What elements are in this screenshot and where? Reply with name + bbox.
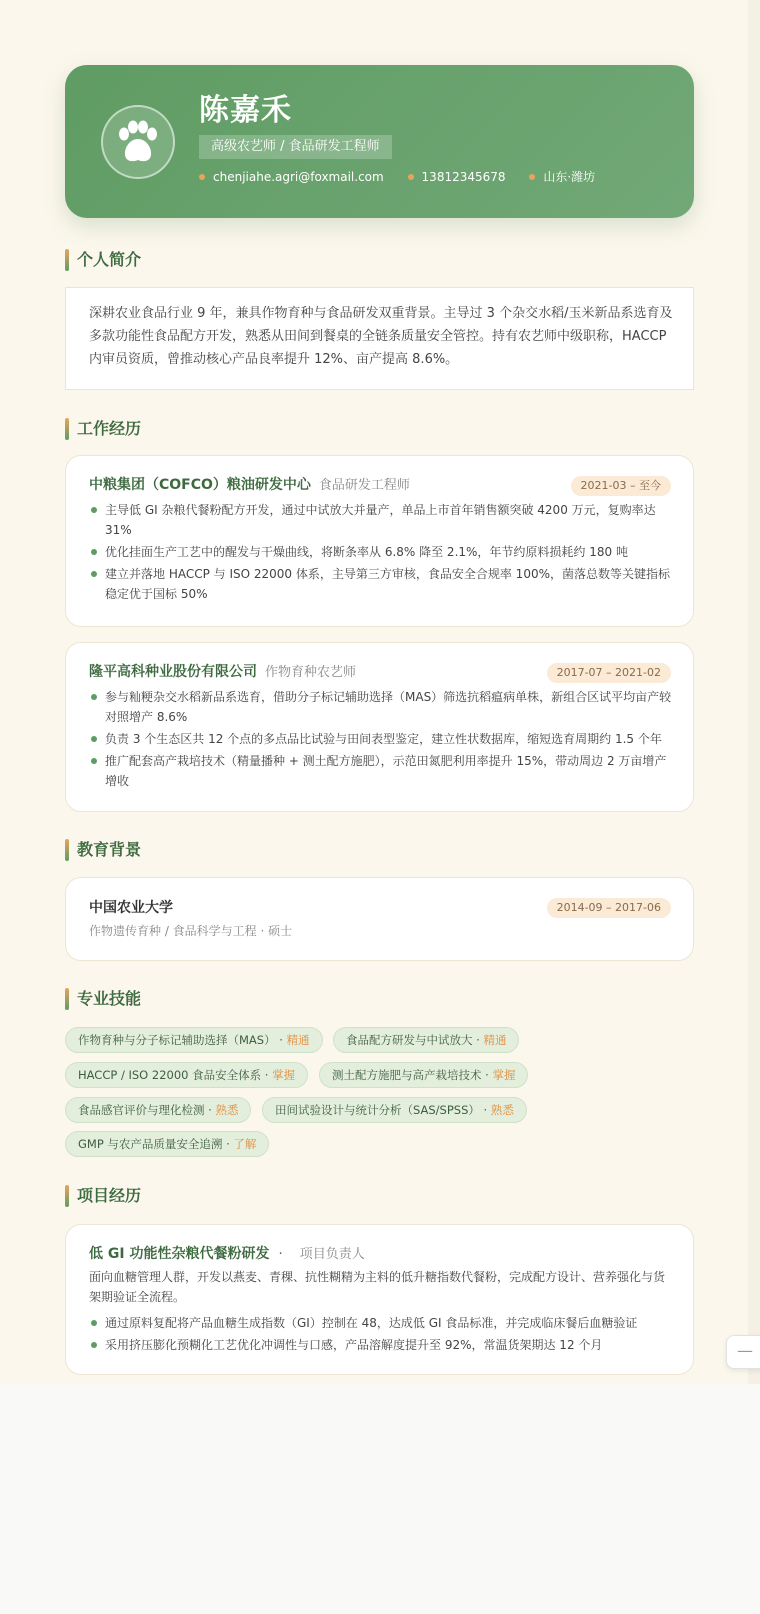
- skill-name: 作物育种与分子标记辅助选择（MAS）: [78, 1033, 276, 1047]
- skill-separator: ·: [472, 1033, 484, 1047]
- project-role: 项目负责人: [299, 1247, 365, 1262]
- avatar: [101, 105, 175, 179]
- skill-name: 田间试验设计与统计分析（SAS/SPSS）: [275, 1103, 480, 1117]
- section-title-work: 工作经历: [65, 418, 141, 440]
- job-bullets: [89, 500, 674, 606]
- skill-level: 了解: [233, 1137, 257, 1151]
- job-header: [89, 474, 410, 496]
- page-edge: [748, 0, 760, 1384]
- skill-separator: ·: [204, 1103, 216, 1117]
- skill-level: 掌握: [272, 1068, 296, 1082]
- company-name: 中粮集团（COFCO）粮油研发中心: [89, 477, 311, 493]
- skill-level: 精通: [286, 1033, 310, 1047]
- skill-separator: ·: [479, 1103, 491, 1117]
- skill-level: 精通: [483, 1033, 507, 1047]
- date-badge: 2014-09 – 2017-06: [547, 898, 671, 918]
- candidate-name: 陈嘉禾: [199, 93, 292, 128]
- skill-name: GMP 与农产品质量安全追溯: [78, 1137, 223, 1151]
- school-name: 中国农业大学: [89, 900, 173, 916]
- company-name: 隆平高科种业股份有限公司: [89, 664, 257, 680]
- project-card: [65, 1224, 694, 1375]
- contact-email[interactable]: [199, 169, 384, 185]
- skill-level: 熟悉: [215, 1103, 239, 1117]
- resume-header: [65, 65, 694, 218]
- skill-tag: [262, 1097, 527, 1123]
- contact-location-text: 山东·潍坊: [543, 170, 596, 184]
- job-card-cofco: [65, 455, 694, 627]
- skill-tag: [319, 1062, 528, 1088]
- skill-tag: [65, 1131, 269, 1157]
- bullet-dot-icon: [529, 174, 535, 180]
- skill-tag: [65, 1027, 323, 1053]
- skill-tag: [65, 1097, 251, 1123]
- list-item: 推广配套高产栽培技术（精量播种 + 测土配方施肥），示范田氮肥利用率提升 15%，带动周边 2 万亩增产增收: [89, 751, 674, 791]
- paw-icon: [103, 107, 173, 177]
- summary-text: 深耕农业食品行业 9 年，兼具作物育种与食品研发双重背景。主导过 3 个杂交水稻/玉米新品系选育及多款功能性食品配方开发，熟悉从田间到餐桌的全链条质量安全管控。持有农艺师中级职称，HACCP 内审员资质，曾推动核心产品良率提升 12%、亩产提高 8.6%。: [89, 306, 673, 367]
- collapse-button[interactable]: —: [726, 1335, 760, 1369]
- skill-level: 掌握: [492, 1068, 516, 1082]
- project-separator: ·: [278, 1247, 283, 1262]
- date-badge: 2021-03 – 至今: [571, 476, 671, 496]
- job-title-badge: 高级农艺师 / 食品研发工程师: [199, 135, 392, 159]
- skill-name: 测土配方施肥与高产栽培技术: [332, 1068, 482, 1082]
- skill-separator: ·: [275, 1033, 287, 1047]
- job-bullets: [89, 687, 674, 793]
- section-title-summary: 个人简介: [65, 249, 141, 271]
- list-item: 建立并落地 HACCP 与 ISO 22000 体系，主导第三方审核，食品安全合规率 100%，菌落总数等关键指标稳定优于国标 50%: [89, 564, 674, 604]
- skill-name: 食品配方研发与中试放大: [346, 1033, 473, 1047]
- job-role: 食品研发工程师: [318, 478, 410, 493]
- bullet-dot-icon: [408, 174, 414, 180]
- contact-list: [199, 169, 615, 185]
- project-header: [89, 1243, 365, 1265]
- education-card: [65, 877, 694, 961]
- project-description: 面向血糖管理人群，开发以燕麦、青稞、抗性糊精为主料的低升糖指数代餐粉，完成配方设计、营养强化与货架期验证全流程。: [89, 1270, 666, 1304]
- summary-card: [65, 287, 694, 390]
- list-item: 主导低 GI 杂粮代餐粉配方开发，通过中试放大并量产，单品上市首年销售额突破 4200 万元，复购率达 31%: [89, 500, 674, 540]
- skill-tag: [333, 1027, 519, 1053]
- bullet-dot-icon: [199, 174, 205, 180]
- list-item: 通过原料复配将产品血糖生成指数（GI）控制在 48，达成低 GI 食品标准，并完成临床餐后血糖验证: [89, 1313, 674, 1333]
- project-bullets: [89, 1313, 674, 1357]
- skill-name: 食品感官评价与理化检测: [78, 1103, 205, 1117]
- skill-tag: [65, 1062, 308, 1088]
- list-item: 采用挤压膨化预糊化工艺优化冲调性与口感，产品溶解度提升至 92%，常温货架期达 12 个月: [89, 1335, 674, 1355]
- skill-separator: ·: [261, 1068, 273, 1082]
- skill-level: 熟悉: [490, 1103, 514, 1117]
- job-role: 作物育种农艺师: [265, 665, 357, 680]
- section-title-skills: 专业技能: [65, 988, 141, 1010]
- job-card-longping: [65, 642, 694, 812]
- contact-location: [529, 169, 595, 185]
- skill-name: HACCP / ISO 22000 食品安全体系: [78, 1068, 262, 1082]
- skill-separator: ·: [222, 1137, 234, 1151]
- section-title-education: 教育背景: [65, 839, 141, 861]
- project-title: 低 GI 功能性杂粮代餐粉研发: [89, 1246, 270, 1262]
- job-header: [89, 661, 356, 683]
- skill-separator: ·: [481, 1068, 493, 1082]
- list-item: 参与籼粳杂交水稻新品系选育，借助分子标记辅助选择（MAS）筛选抗稻瘟病单株，新组合区试平均亩产较对照增产 8.6%: [89, 687, 674, 727]
- list-item: 负责 3 个生态区共 12 个点的多点品比试验与田间表型鉴定，建立性状数据库，缩短选育周期约 1.5 个年: [89, 729, 674, 749]
- date-badge: 2017-07 – 2021-02: [547, 663, 671, 683]
- section-title-projects: 项目经历: [65, 1185, 141, 1207]
- contact-email-text: chenjiahe.agri@foxmail.com: [213, 170, 384, 184]
- list-item: 优化挂面生产工艺中的醒发与干燥曲线，将断条率从 6.8% 降至 2.1%，年节约原料损耗约 180 吨: [89, 542, 674, 562]
- contact-phone-text: 13812345678: [421, 170, 506, 184]
- contact-phone[interactable]: [408, 169, 506, 185]
- major-degree: 作物遗传育种 / 食品科学与工程 · 硕士: [89, 924, 293, 938]
